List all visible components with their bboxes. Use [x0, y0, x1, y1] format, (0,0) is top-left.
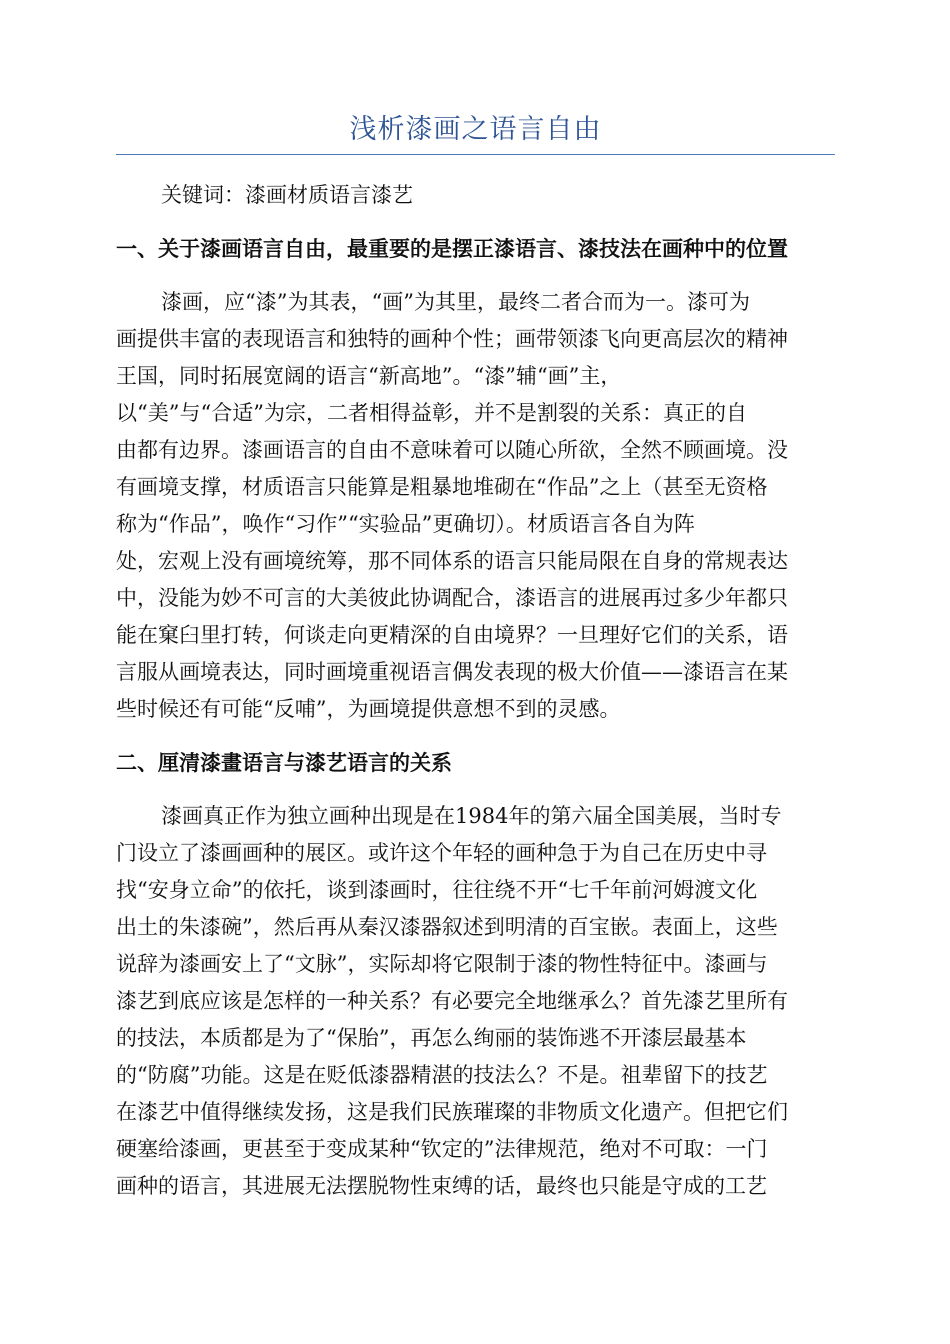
paragraph-line: 由都有边界。漆画语言的自由不意味着可以随心所欲，全然不顾画境。没 — [116, 438, 788, 462]
paragraph-line: 出土的朱漆碗”，然后再从秦汉漆器叙述到明清的百宝嵌。表面上，这些 — [116, 915, 778, 939]
section-2-heading: 二、厘清漆畫语言与漆艺语言的关系 — [116, 750, 452, 775]
paragraph-line: 硬塞给漆画，更甚至于变成某种“钦定的”法律规范，绝对不可取：一门 — [116, 1137, 768, 1161]
paragraph-line: 能在窠臼里打转，何谈走向更精深的自由境界？一旦理好它们的关系，语 — [116, 623, 788, 647]
paragraph-line: 找“安身立命”的依托，谈到漆画时，往往绕不开“七千年前河姆渡文化 — [116, 878, 758, 902]
paragraph-line: 说辞为漆画安上了“文脉”，实际却将它限制于漆的物性特征中。漆画与 — [116, 952, 768, 976]
paragraph-line: 中，没能为妙不可言的大美彼此协调配合，漆语言的进展再过多少年都只 — [116, 586, 788, 610]
paragraph-line: 在漆艺中值得继续发扬，这是我们民族璀璨的非物质文化遗产。但把它们 — [116, 1100, 788, 1124]
title-underline — [116, 154, 835, 155]
paragraph-line: 漆画，应“漆”为其表，“画”为其里，最终二者合而为一。漆可为 — [161, 290, 750, 314]
paragraph-line: 漆画真正作为独立画种出现是在1984年的第六届全国美展，当时专 — [161, 804, 782, 828]
paragraph-line: 的技法，本质都是为了“保胎”，再怎么绚丽的装饰逃不开漆层最基本 — [116, 1026, 747, 1050]
paragraph-line: 王国，同时拓展宽阔的语言“新高地”。“漆”辅“画”主， — [116, 364, 622, 388]
paragraph-line: 有画境支撑，材质语言只能算是粗暴地堆砌在“作品”之上（甚至无资格 — [116, 475, 768, 499]
paragraph-line: 言服从画境表达，同时画境重视语言偶发表现的极大价值——漆语言在某 — [116, 660, 788, 684]
paragraph-line: 画提供丰富的表现语言和独特的画种个性；画带领漆飞向更高层次的精神 — [116, 327, 788, 351]
paragraph-line: 门设立了漆画画种的展区。或许这个年轻的画种急于为自己在历史中寻 — [116, 841, 767, 865]
page-title: 浅析漆画之语言自由 — [349, 114, 602, 145]
paragraph-line: 处，宏观上没有画境统筹，那不同体系的语言只能局限在自身的常规表达 — [116, 549, 788, 573]
keywords-line: 关键词：漆画材质语言漆艺 — [161, 183, 413, 207]
paragraph-line: 画种的语言，其进展无法摆脱物性束缚的话，最终也只能是守成的工艺 — [116, 1174, 767, 1198]
paragraph-line: 漆艺到底应该是怎样的一种关系？有必要完全地继承么？首先漆艺里所有 — [116, 989, 788, 1013]
paragraph-line: 些时候还有可能“反哺”，为画境提供意想不到的灵感。 — [116, 697, 621, 721]
paragraph-line: 称为“作品”，唤作“习作”“实验品”更确切）。材质语言各自为阵 — [116, 512, 695, 536]
section-1-heading: 一、关于漆画语言自由，最重要的是摆正漆语言、漆技法在画种中的位置 — [116, 236, 788, 261]
paragraph-line: 以“美”与“合适”为宗，二者相得益彰，并不是割裂的关系：真正的自 — [116, 401, 747, 425]
paragraph-line: 的“防腐”功能。这是在贬低漆器精湛的技法么？不是。祖辈留下的技艺 — [116, 1063, 768, 1087]
